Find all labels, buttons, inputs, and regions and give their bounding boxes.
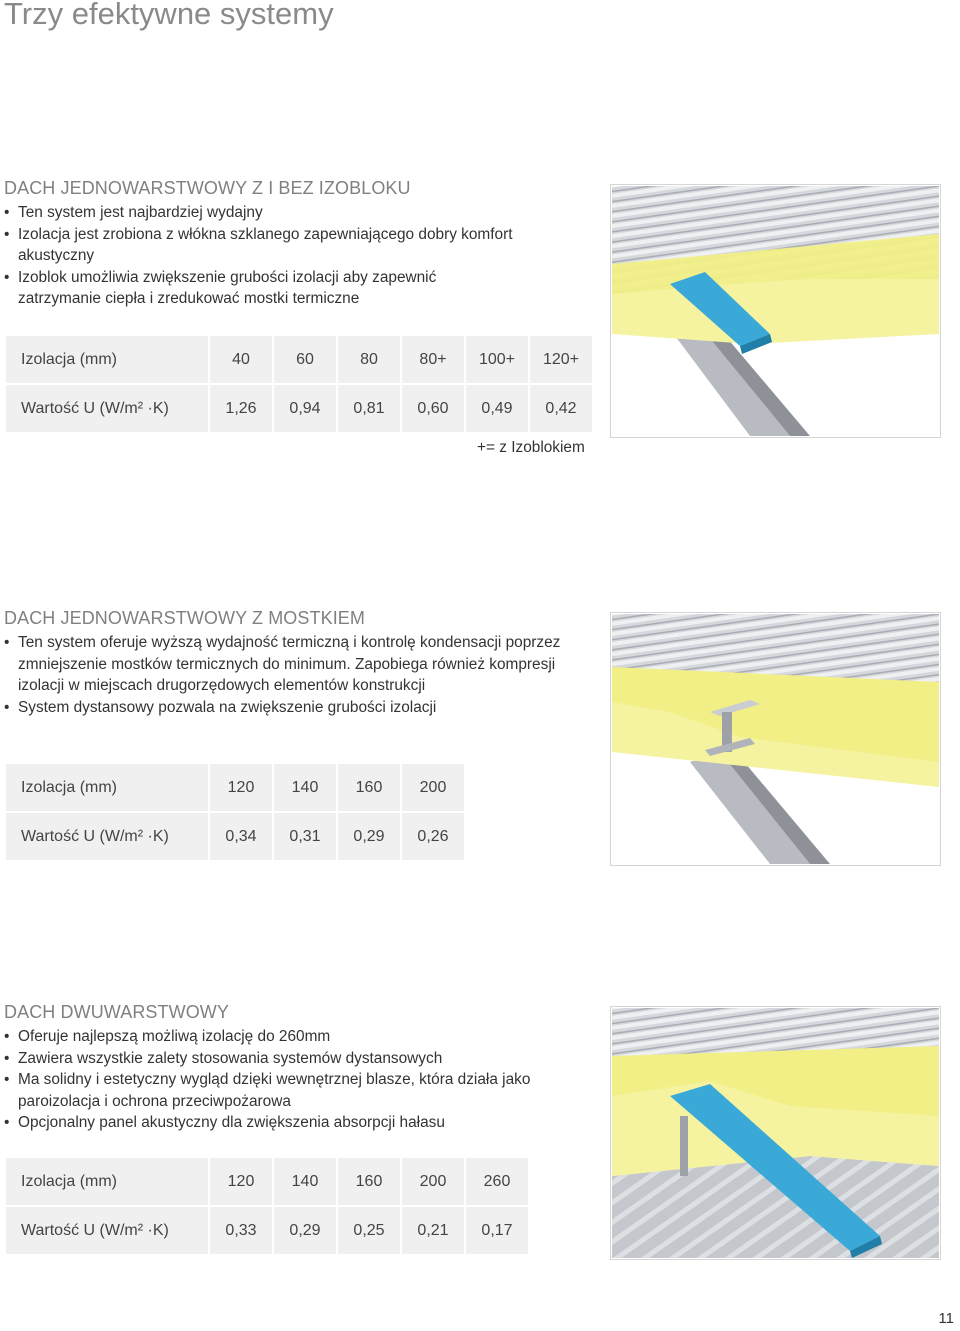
table-row-header: Izolacja (mm) <box>5 1157 209 1206</box>
table-cell: 1,26 <box>209 384 273 433</box>
bullet-item: • Oferuje najlepszą możliwą izolację do 260mm <box>4 1026 594 1048</box>
bullet-item: • Ten system jest najbardziej wydajny <box>4 202 594 224</box>
table-cell: 160 <box>337 1157 401 1206</box>
bullet-item: • System dystansowy pozwala na zwiększenie grubości izolacji <box>4 697 594 719</box>
table-row <box>5 1206 529 1255</box>
table-cell: 0,94 <box>273 384 337 433</box>
table-cell: 200 <box>401 1157 465 1206</box>
table-cell: 80 <box>337 335 401 384</box>
table-cell: 0,26 <box>401 812 465 861</box>
table-cell: 260 <box>465 1157 529 1206</box>
bullet-item: • Zawiera wszystkie zalety stosowania systemów dystansowych <box>4 1048 594 1070</box>
table-cell: 100+ <box>465 335 529 384</box>
table-cell: 60 <box>273 335 337 384</box>
table-cell: 0,21 <box>401 1206 465 1255</box>
table-cell: 80+ <box>401 335 465 384</box>
bullet-item: • Opcjonalny panel akustyczny dla zwiększenia absorpcji hałasu <box>4 1112 594 1134</box>
table-cell: 0,25 <box>337 1206 401 1255</box>
table-cell: 0,34 <box>209 812 273 861</box>
table-row <box>5 763 465 812</box>
table-cell: 0,49 <box>465 384 529 433</box>
table-cell: 140 <box>273 1157 337 1206</box>
bullet-item: • Izoblok umożliwia zwiększenie grubości izolacji aby zapewnić zatrzymanie ciepła i zredukować mostki termiczne <box>4 267 518 310</box>
page-number: 11 <box>938 1310 954 1327</box>
table-row <box>5 1157 529 1206</box>
table-cell: 140 <box>273 763 337 812</box>
table-cell: 0,42 <box>529 384 593 433</box>
table-row <box>5 384 593 433</box>
table-cell: 40 <box>209 335 273 384</box>
table-row-header: Wartość U (W/m² ·K) <box>5 384 209 433</box>
table-row-header: Izolacja (mm) <box>5 763 209 812</box>
bullet-list <box>4 1026 594 1134</box>
bullet-item: • Ma solidny i estetyczny wygląd dzięki wewnętrznej blasze, która działa jako paroizolacja i ochrona przeciwpożarowa <box>4 1069 588 1112</box>
roof-bridge-spacer-illustration <box>610 612 941 866</box>
table-footnote: += z Izoblokiem <box>477 439 585 456</box>
table-cell: 120 <box>209 763 273 812</box>
roof-double-layer-illustration <box>610 1006 941 1260</box>
spec-table <box>4 762 466 862</box>
table-cell: 0,17 <box>465 1206 529 1255</box>
table-cell: 0,33 <box>209 1206 273 1255</box>
table-cell: 160 <box>337 763 401 812</box>
table-cell: 0,81 <box>337 384 401 433</box>
table-cell: 0,29 <box>273 1206 337 1255</box>
page-title: Trzy efektywne systemy <box>4 0 334 31</box>
table-cell: 120 <box>209 1157 273 1206</box>
section-heading: DACH DWUWARSTWOWY <box>4 1002 230 1022</box>
table-cell: 0,31 <box>273 812 337 861</box>
table-row <box>5 335 593 384</box>
bullet-list <box>4 632 594 718</box>
table-cell: 0,29 <box>337 812 401 861</box>
section-heading: DACH JEDNOWARSTWOWY Z MOSTKIEM <box>4 608 365 628</box>
table-row-header: Wartość U (W/m² ·K) <box>5 1206 209 1255</box>
table-cell: 120+ <box>529 335 593 384</box>
bullet-list <box>4 202 594 310</box>
section-heading: DACH JEDNOWARSTWOWY Z I BEZ IZOBLOKU <box>4 178 411 198</box>
table-row <box>5 812 465 861</box>
table-cell: 200 <box>401 763 465 812</box>
bullet-item: • Izolacja jest zrobiona z włókna szklanego zapewniającego dobry komfort akustyczny <box>4 224 538 267</box>
bullet-item: • Ten system oferuje wyższą wydajność termiczną i kontrolę kondensacji poprzez zmniejszenie mostków termicznych do minimum. Zapobiega również kompresji izolacji w miejscach drugorzędowych elementów konstrukcji <box>4 632 583 697</box>
table-row-header: Izolacja (mm) <box>5 335 209 384</box>
spec-table <box>4 1156 530 1256</box>
spec-table <box>4 334 594 434</box>
roof-izoblok-illustration <box>610 184 941 438</box>
table-row-header: Wartość U (W/m² ·K) <box>5 812 209 861</box>
table-cell: 0,60 <box>401 384 465 433</box>
